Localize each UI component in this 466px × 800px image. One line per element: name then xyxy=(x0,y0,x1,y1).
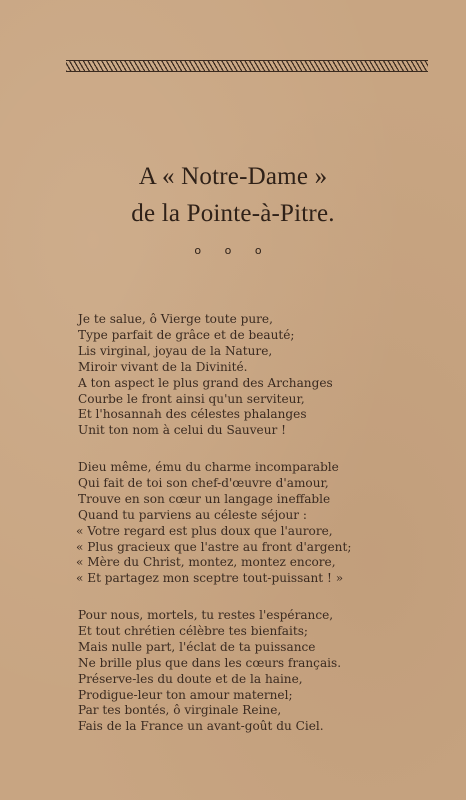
poem-line: Quand tu parviens au céleste séjour : xyxy=(78,507,307,522)
poem-line: Ne brille plus que dans les cœurs français. xyxy=(78,655,342,670)
poem-title xyxy=(0,158,466,232)
decorative-divider: o o o xyxy=(194,244,272,257)
poem-line: Dieu même, ému du charme incomparable xyxy=(78,460,339,474)
poem-line: Et l'hosannah des célestes phalanges xyxy=(78,407,307,422)
poem-line: Pour nous, mortels, tu restes l'espérance, xyxy=(78,608,334,622)
poem-line: A ton aspect le plus grand des Archanges xyxy=(78,375,333,390)
poem-line: « Votre regard est plus doux que l'aurore, xyxy=(76,523,333,538)
poem-line: « Et partagez mon sceptre tout-puissant ! » xyxy=(76,571,344,586)
title-line-1: A « Notre-Dame » xyxy=(138,163,328,190)
poem-line: Je te salue, ô Vierge toute pure, xyxy=(78,312,273,326)
ornamental-rule xyxy=(66,60,428,72)
poem-line: Trouve en son cœur un langage ineffable xyxy=(78,491,331,506)
poem-line: Préserve-les du doute et de la haine, xyxy=(78,671,303,686)
poem-line: Unit ton nom à celui du Sauveur ! xyxy=(78,423,286,438)
poem-line: Miroir vivant de la Divinité. xyxy=(78,359,248,374)
poem-line: « Mère du Christ, montez, montez encore, xyxy=(76,555,336,570)
poem-line: Courbe le front ainsi qu'un serviteur, xyxy=(78,391,305,406)
poem-line: « Plus gracieux que l'astre au front d'argent; xyxy=(76,539,352,554)
poem-line: Prodigue-leur ton amour maternel; xyxy=(78,687,293,702)
poem-line: Lis virginal, joyau de la Nature, xyxy=(78,343,273,358)
stanza-3 xyxy=(78,608,378,735)
poem-line: Et tout chrétien célèbre tes bienfaits; xyxy=(78,623,308,638)
poem-line: Fais de la France un avant-goût du Ciel. xyxy=(78,719,324,734)
poem-line: Type parfait de grâce et de beauté; xyxy=(78,327,295,342)
title-line-2: de la Pointe-à-Pitre. xyxy=(131,200,335,227)
stanza-1 xyxy=(78,312,378,439)
stanza-2 xyxy=(78,460,378,587)
poem-line: Par tes bontés, ô virginale Reine, xyxy=(78,703,282,718)
poem-line: Mais nulle part, l'éclat de ta puissance xyxy=(78,639,316,654)
poem-line: Qui fait de toi son chef-d'œuvre d'amour, xyxy=(78,475,329,490)
